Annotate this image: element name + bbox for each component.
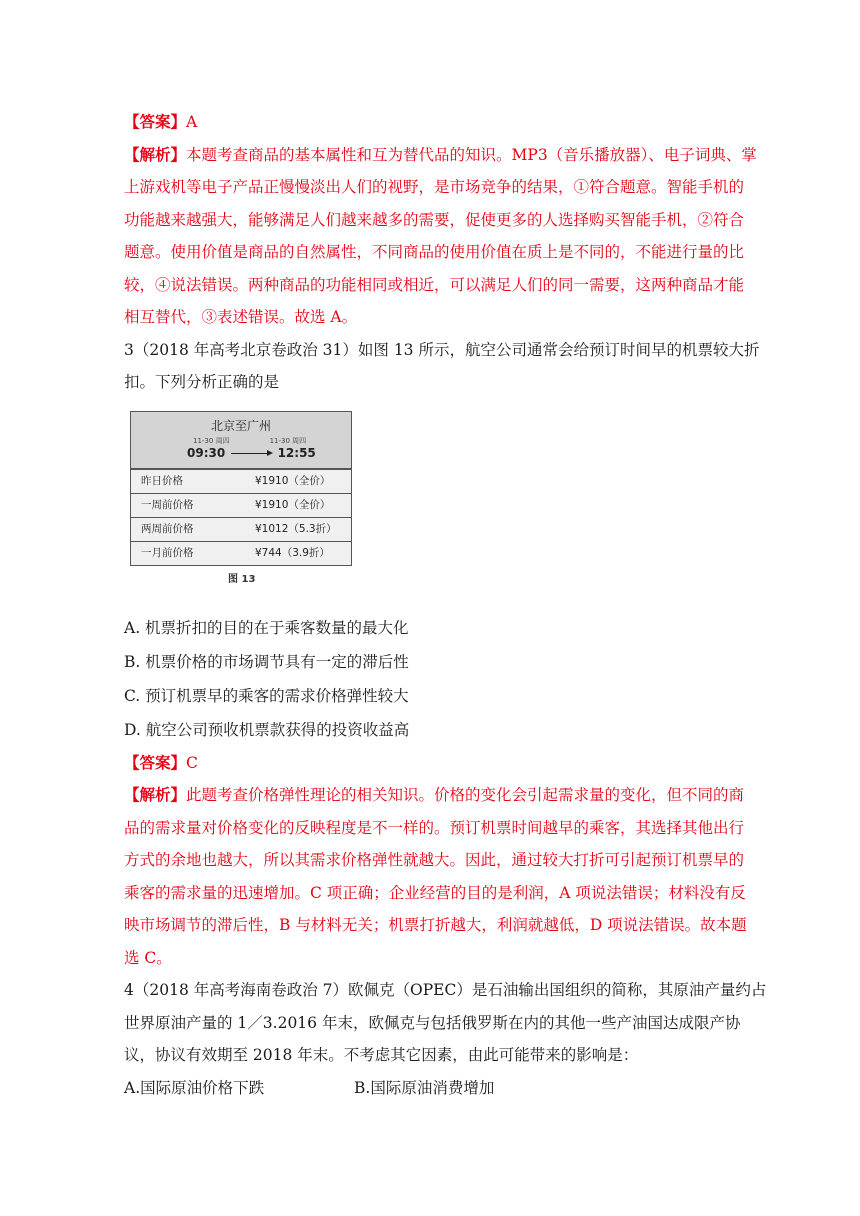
analysis-line: 映市场调节的滞后性，B 与材料无关；机票打折越大，利润就越低，D 项说法错误。故本题 <box>124 916 747 934</box>
analysis-line: 选 C。 <box>124 948 172 967</box>
q3-answer <box>124 747 736 780</box>
analysis-tag: 【解析】 <box>124 144 187 164</box>
q2-analysis <box>124 139 757 334</box>
price-row-value: ¥1910（全价） <box>255 474 331 487</box>
price-row-value: ¥1910（全价） <box>255 498 331 511</box>
figure-13 <box>130 411 354 593</box>
stem-line: 扣。下列分析正确的是 <box>124 373 280 391</box>
depart-date: 11-30 周四 <box>193 436 230 445</box>
q3-stem <box>124 334 760 399</box>
option-d: D. 航空公司预收机票款获得的投资收益高 <box>124 720 410 739</box>
answer-tag: 【答案】 <box>124 752 187 772</box>
route-label: 北京至广州 <box>210 418 271 433</box>
option-a: A. 机票折扣的目的在于乘客数量的最大化 <box>124 618 409 637</box>
price-row-label: 一周前价格 <box>141 498 194 511</box>
figure-caption: 图 13 <box>228 573 256 585</box>
stem-line: 议，协议有效期至 2018 年末。不考虑其它因素，由此可能带来的影响是： <box>124 1046 639 1064</box>
q4-options <box>124 1072 736 1105</box>
price-row-value: ¥744（3.9折） <box>255 546 330 559</box>
answer-tag: 【答案】 <box>124 112 187 131</box>
analysis-line: 本题考查商品的基本属性和互为替代品的知识。MP3（音乐播放器）、电子词典、掌 <box>186 145 757 164</box>
q4-stem <box>124 974 767 1072</box>
q3-analysis <box>124 779 747 974</box>
stem-line: 3（2018 年高考北京卷政治 31）如图 13 所示，航空公司通常会给预订时间早的机票较大折 <box>124 340 760 359</box>
option-b: B. 机票价格的市场调节具有一定的滞后性 <box>124 652 409 671</box>
analysis-line: 乘客的需求量的迅速增加。C 项正确；企业经营的目的是利润，A 项说法错误；材料没有反 <box>124 883 746 902</box>
price-row <box>131 541 351 565</box>
analysis-line: 品的需求量对价格变化的反映程度是不一样的。预订机票时间越早的乘客，其选择其他出行 <box>124 818 745 837</box>
analysis-line: 此题考查价格弹性理论的相关知识。价格的变化会引起需求量的变化，但不同的商 <box>186 786 745 804</box>
answer-value: C <box>186 753 198 772</box>
analysis-line: 上游戏机等电子产品正慢慢淡出人们的视野，是市场竞争的结果，①符合题意。智能手机的 <box>124 178 745 196</box>
price-row <box>131 469 351 493</box>
q2-answer <box>124 106 736 139</box>
price-row-label: 两周前价格 <box>141 522 194 535</box>
analysis-line: 方式的余地也越大，所以其需求价格弹性就越大。因此，通过较大打折可引起预订机票早的 <box>124 851 745 869</box>
document-body <box>124 106 767 1104</box>
analysis-line: 较，④说法错误。两种商品的功能相同或相近，可以满足人们的同一需要，这两种商品才能 <box>124 275 745 294</box>
option-a: A.国际原油价格下跌 <box>124 1078 265 1097</box>
analysis-line: 相互替代，③表述错误。故选 A。 <box>124 308 358 326</box>
depart-time: 09:30 <box>187 445 226 460</box>
price-row <box>131 517 351 541</box>
flight-price-table <box>130 411 352 566</box>
answer-value: A <box>186 113 198 131</box>
arrow-right-icon <box>231 453 271 454</box>
option-c: C. 预订机票早的乘客的需求价格弹性较大 <box>124 686 409 705</box>
arrive-time: 12:55 <box>277 445 316 460</box>
analysis-tag: 【解析】 <box>124 785 187 804</box>
flight-header <box>131 412 351 469</box>
stem-line: 4（2018 年高考海南卷政治 7）欧佩克（OPEC）是石油输出国组织的简称，其原油产量约占 <box>124 981 767 999</box>
price-row-label: 一月前价格 <box>141 546 194 559</box>
option-b: B.国际原油消费增加 <box>354 1078 495 1097</box>
price-row-label: 昨日价格 <box>141 474 183 487</box>
analysis-line: 功能越来越强大，能够满足人们越来越多的需要，促使更多的人选择购买智能手机，②符合 <box>124 210 745 229</box>
price-row-value: ¥1012（5.3折） <box>255 522 337 535</box>
stem-line: 世界原油产量的 1／3.2016 年末，欧佩克与包括俄罗斯在内的其他一些产油国达成限产协 <box>124 1013 741 1032</box>
arrive-date: 11-30 周四 <box>269 436 307 445</box>
q3-options <box>124 611 736 747</box>
flight-dates <box>193 436 306 446</box>
analysis-line: 题意。使用价值是商品的自然属性，不同商品的使用价值在质上是不同的，不能进行量的比 <box>124 243 745 261</box>
price-row <box>131 493 351 517</box>
flight-times <box>187 446 316 460</box>
